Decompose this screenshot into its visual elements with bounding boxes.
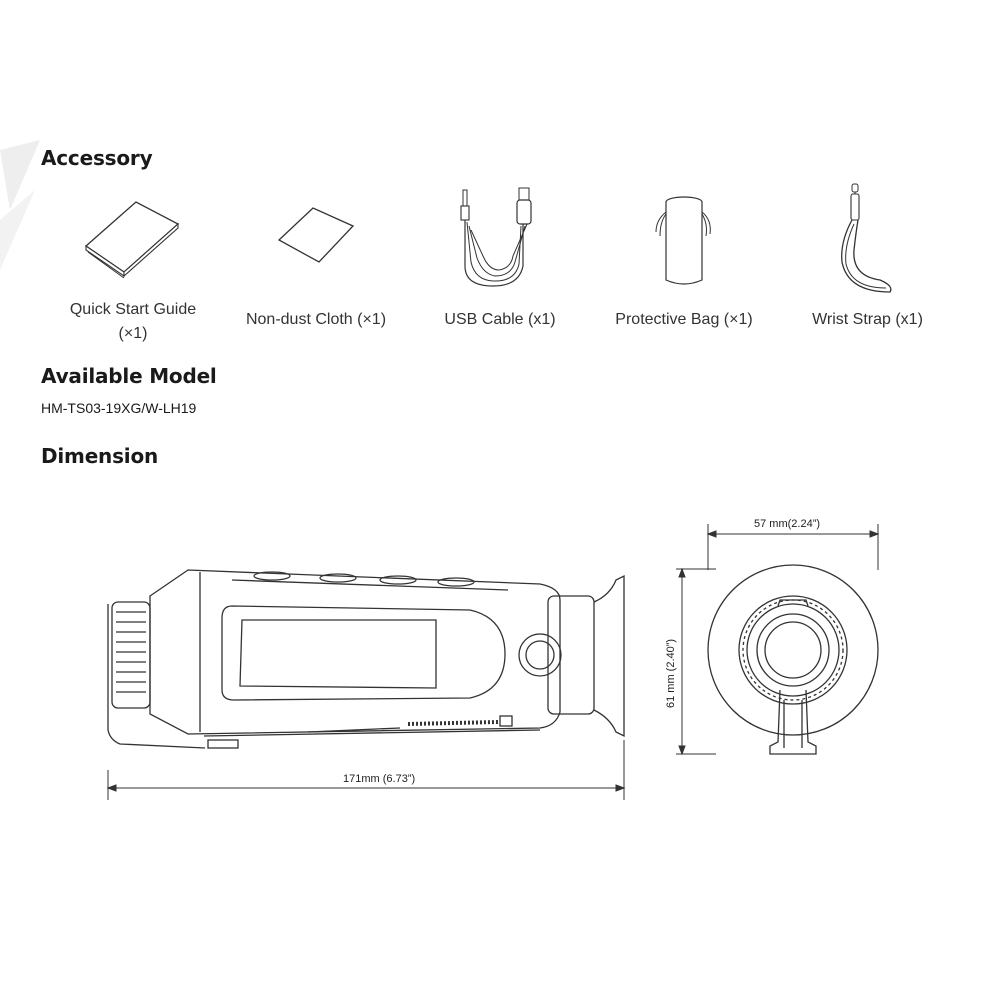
- accessory-label-wrist-strap: Wrist Strap (x1): [812, 311, 923, 328]
- model-number: HM-TS03-19XG/W-LH19: [41, 400, 197, 416]
- cloth-icon: [275, 204, 357, 266]
- length-dimension-label: 171mm (6.73”): [343, 773, 416, 785]
- strap-icon: [832, 180, 898, 298]
- accessory-label-line1: Quick Start Guide: [69, 301, 197, 318]
- accessory-label-quick-start-guide: [48, 298, 218, 346]
- device-side-view-drawing: [0, 480, 640, 810]
- usb-cable-icon: [453, 186, 547, 290]
- accessory-label-line2: (×1): [118, 325, 148, 342]
- device-front-view-drawing: [660, 500, 980, 800]
- accessory-label-non-dust-cloth: Non-dust Cloth (×1): [245, 311, 387, 328]
- accessory-label-usb-cable: USB Cable (x1): [444, 311, 556, 328]
- accessory-label-protective-bag: Protective Bag (×1): [615, 311, 753, 328]
- height-dimension-label: 61 mm (2.40”): [665, 638, 677, 708]
- width-dimension-label: 57 mm(2.24”): [754, 518, 821, 530]
- accessory-heading: Accessory: [41, 146, 153, 170]
- bag-icon: [652, 192, 716, 290]
- available-model-heading: Available Model: [41, 364, 217, 388]
- dimension-heading: Dimension: [41, 444, 159, 468]
- booklet-icon: [80, 198, 184, 280]
